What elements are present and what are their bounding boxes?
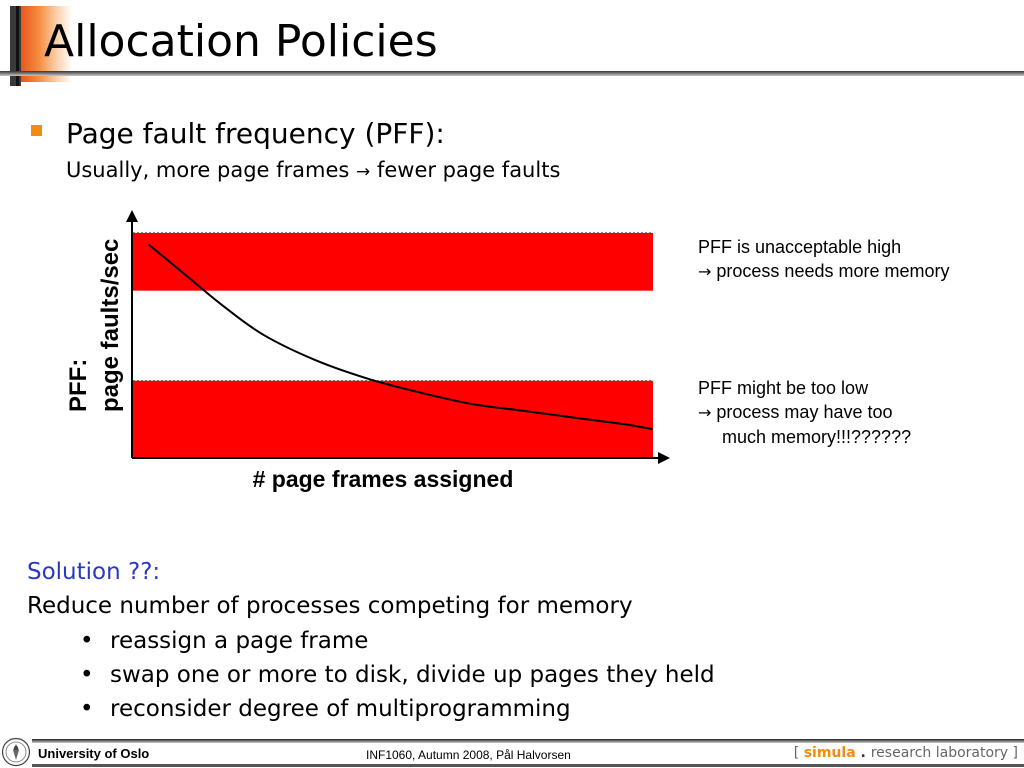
footer-university: University of Oslo bbox=[38, 746, 150, 761]
band-pff-high bbox=[133, 233, 653, 291]
pff-subtitle-after: fewer page faults bbox=[370, 158, 561, 182]
note-high-line2-wrap bbox=[698, 259, 950, 284]
list-item bbox=[80, 658, 715, 692]
pff-heading: Page fault frequency (PFF): bbox=[66, 117, 445, 150]
arrow-right-icon: → bbox=[356, 162, 371, 182]
solution-bullet-list bbox=[80, 624, 715, 726]
simula-logo-word: simula bbox=[803, 745, 856, 761]
list-item-text: reassign a page frame bbox=[110, 628, 369, 654]
university-seal-icon bbox=[1, 737, 31, 767]
list-item bbox=[80, 624, 715, 658]
note-low-line2: process may have too bbox=[711, 402, 893, 422]
y-axis-arrow-icon bbox=[126, 210, 138, 222]
chart-ylabel-line2: page faults/sec bbox=[97, 238, 124, 412]
note-low-line2-wrap bbox=[698, 400, 911, 425]
band-pff-low bbox=[133, 381, 653, 457]
chart-plot-layer bbox=[126, 210, 670, 464]
bullet-dot-icon: • bbox=[80, 628, 94, 654]
list-item-text: reconsider degree of multiprogramming bbox=[110, 696, 571, 722]
arrow-right-icon: → bbox=[698, 262, 712, 281]
pff-subtitle-before: Usually, more page frames bbox=[66, 158, 357, 182]
solution-heading: Solution ??: bbox=[27, 559, 161, 585]
note-low-line1: PFF might be too low bbox=[698, 378, 869, 398]
arrow-right-icon: → bbox=[698, 403, 712, 422]
simula-logo-rest: research laboratory ] bbox=[870, 745, 1018, 761]
list-item-text: swap one or more to disk, divide up pages they held bbox=[110, 662, 715, 688]
footer-rule-bottom bbox=[32, 764, 1024, 767]
slide-title: Allocation Policies bbox=[44, 16, 438, 67]
simula-logo bbox=[794, 745, 1018, 761]
bullet-dot-icon: • bbox=[80, 696, 94, 722]
note-pff-high bbox=[698, 235, 950, 284]
footer-rule-top bbox=[32, 739, 1024, 743]
chart-ylabel-line1: PFF: bbox=[65, 358, 92, 412]
simula-logo-dot: . bbox=[855, 745, 871, 761]
chart-xlabel: # page frames assigned bbox=[252, 466, 514, 492]
note-low-line3: much memory!!!?????? bbox=[722, 427, 912, 447]
bullet-dot-icon: • bbox=[80, 662, 94, 688]
list-item bbox=[80, 692, 715, 726]
note-pff-low bbox=[698, 376, 911, 449]
x-axis-arrow-icon bbox=[658, 452, 670, 464]
note-high-line1: PFF is unacceptable high bbox=[698, 237, 902, 257]
footer-course-info: INF1060, Autumn 2008, Pål Halvorsen bbox=[366, 748, 571, 762]
solution-text: Reduce number of processes competing for memory bbox=[27, 593, 633, 619]
note-high-line2: process needs more memory bbox=[711, 261, 950, 281]
simula-logo-open: [ bbox=[793, 745, 804, 761]
